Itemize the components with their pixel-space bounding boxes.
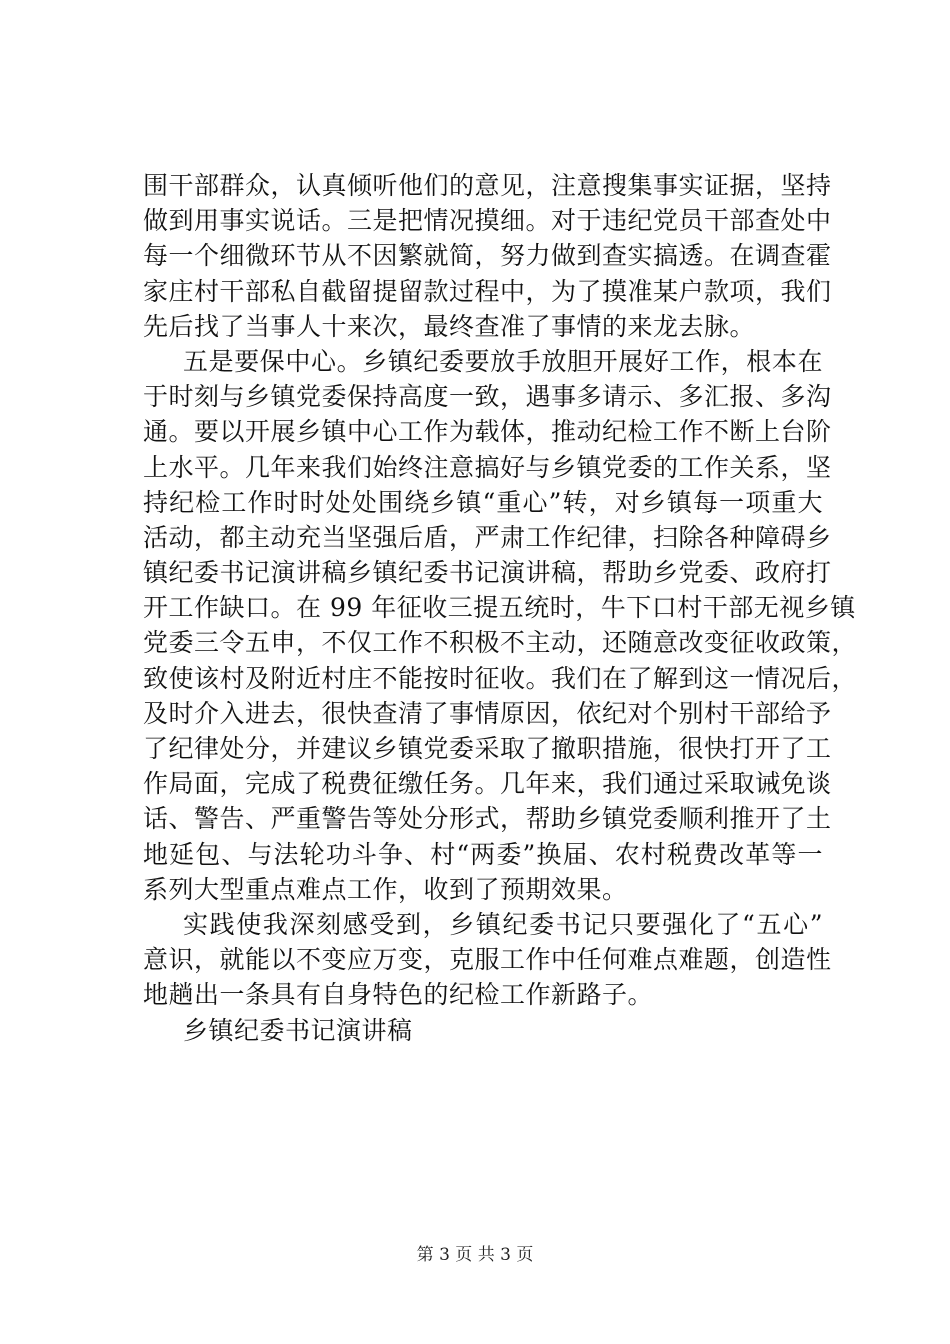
text-line: 上水平。几年来我们始终注意搞好与乡镇党委的工作关系，坚 (143, 452, 832, 482)
text-line: 乡镇纪委书记演讲稿 (183, 1015, 413, 1045)
text-line: 系列大型重点难点工作，收到了预期效果。 (143, 874, 628, 904)
text-line: 地趟出一条具有自身特色的纪检工作新路子。 (143, 980, 654, 1010)
text-line: 开工作缺口。在 99 年征收三提五统时，牛下口村干部无视乡镇 (143, 593, 856, 623)
text-line: 家庄村干部私自截留提留款过程中，为了摸准某户款项，我们 (143, 276, 832, 306)
text-line: 活动，都主动充当坚强后盾，严肃工作纪律，扫除各种障碍乡 (143, 522, 832, 552)
text-line: 话、警告、严重警告等处分形式，帮助乡镇党委顺利推开了土 (143, 804, 832, 834)
text-line: 党委三令五申，不仅工作不积极不主动，还随意改变征收政策， (143, 628, 858, 658)
text-line: 每一个细微环节从不因繁就简，努力做到查实搞透。在调查霍 (143, 241, 832, 271)
text-line: 了纪律处分，并建议乡镇党委采取了撤职措施，很快打开了工 (143, 734, 832, 763)
text-line: 作局面，完成了税费征缴任务。几年来，我们通过采取诫免谈 (143, 769, 832, 799)
text-line: 围干部群众，认真倾听他们的意见，注意搜集事实证据，坚持 (143, 171, 832, 200)
page-number-footer: 第 3 页 共 3 页 (416, 1245, 534, 1265)
text-line: 镇纪委书记演讲稿乡镇纪委书记演讲稿，帮助乡党委、政府打 (143, 558, 832, 588)
body-text (143, 168, 858, 1048)
text-line: 五是要保中心。乡镇纪委要放手放胆开展好工作，根本在 (183, 346, 823, 376)
text-line: 先后找了当事人十来次，最终查准了事情的来龙去脉。 (143, 311, 756, 341)
text-line: 及时介入进去，很快查清了事情原因，依纪对个别村干部给予 (143, 698, 832, 728)
text-line: 地延包、与法轮功斗争、村“两委”换届、农村税费改革等一 (143, 839, 823, 869)
text-line: 持纪检工作时时处处围绕乡镇“重心”转，对乡镇每一项重大 (143, 487, 823, 517)
text-line: 实践使我深刻感受到，乡镇纪委书记只要强化了“五心” (183, 909, 823, 939)
text-line: 致使该村及附近村庄不能按时征收。我们在了解到这一情况后， (143, 663, 858, 693)
text-line: 做到用事实说话。三是把情况摸细。对于违纪党员干部查处中 (143, 206, 832, 236)
text-line: 通。要以开展乡镇中心工作为载体，推动纪检工作不断上台阶 (143, 417, 832, 447)
text-line: 意识，就能以不变应万变，克服工作中任何难点难题，创造性 (143, 945, 832, 975)
text-line: 于时刻与乡镇党委保持高度一致，遇事多请示、多汇报、多沟 (143, 382, 832, 412)
